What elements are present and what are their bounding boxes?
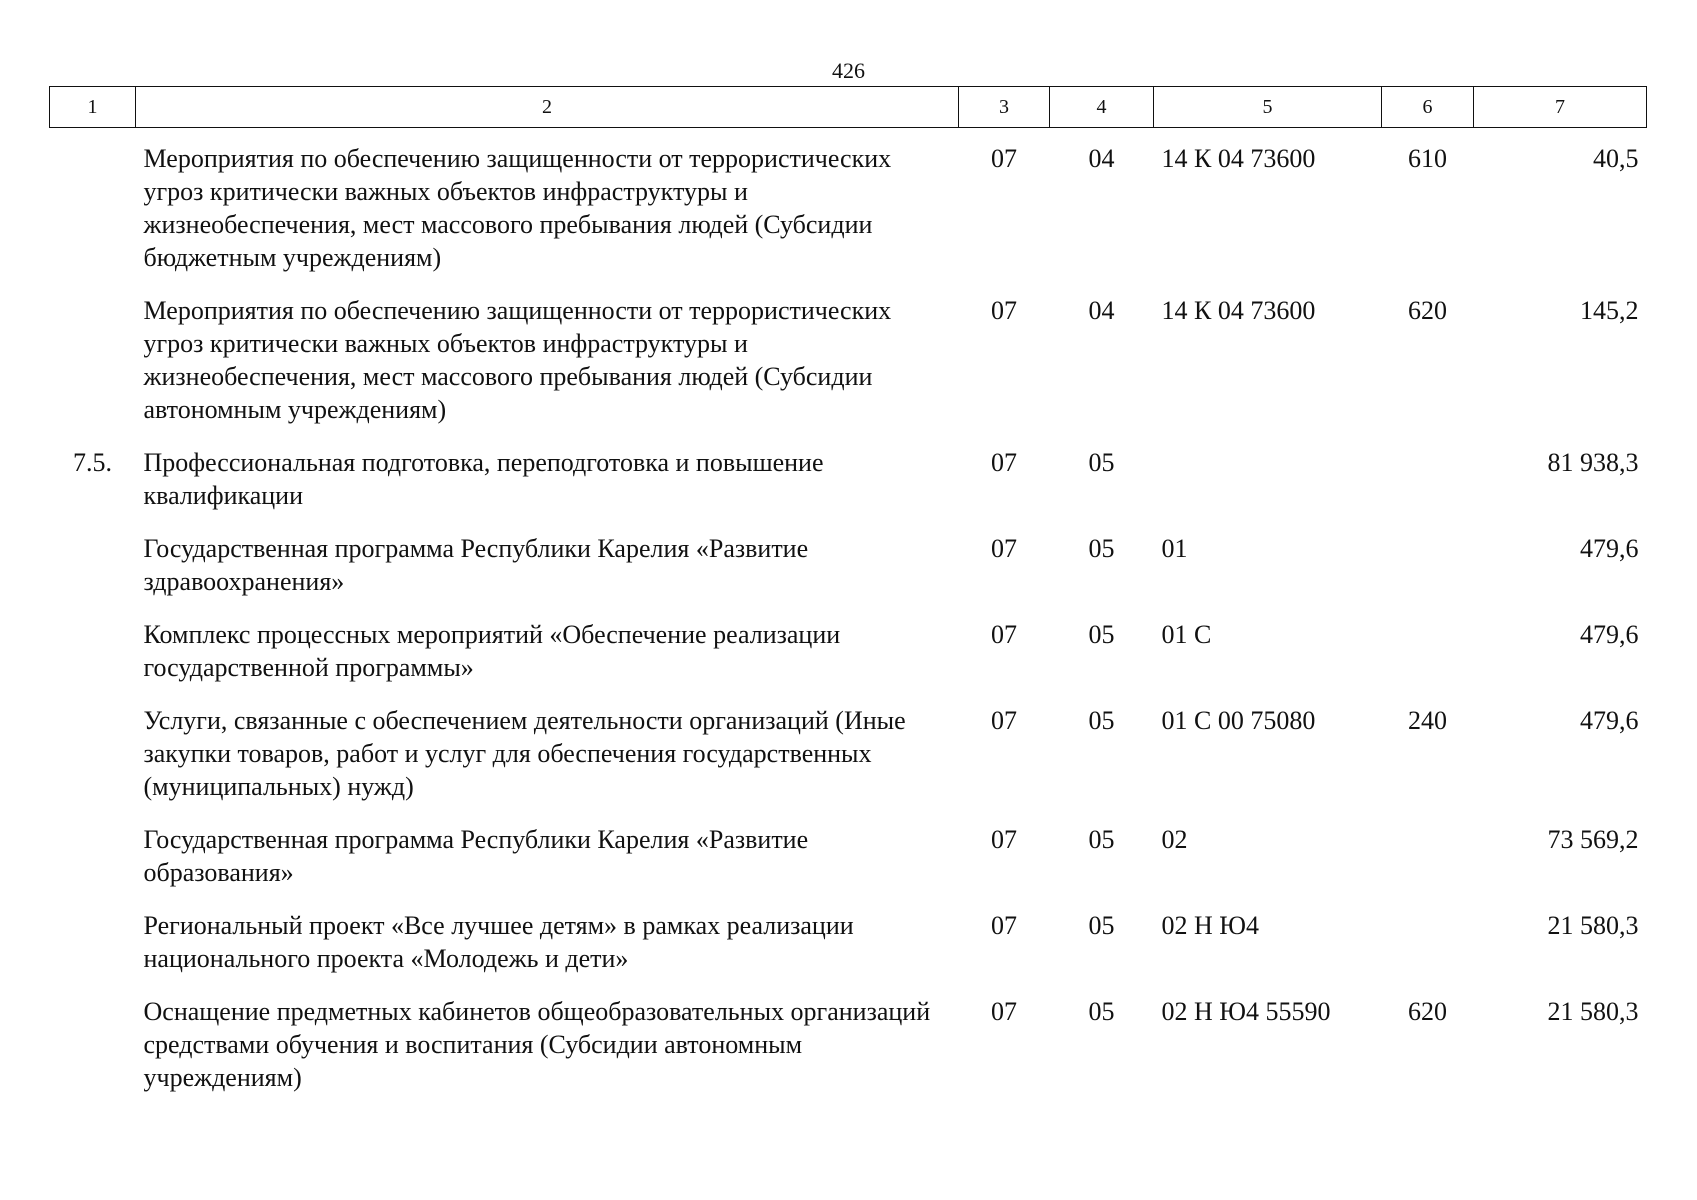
row-name: Мероприятия по обеспечению защищенности от террористических угроз критически важных объектов инфраструктуры и жизнеобеспечения, мест массового пребывания людей (Субсидии автономным учреждениям) xyxy=(143,296,892,424)
table-row xyxy=(50,280,1647,432)
row-amount: 21 580,3 xyxy=(1547,997,1639,1026)
row-expense-type: 240 xyxy=(1408,706,1447,735)
row-name: Государственная программа Республики Карелия «Развитие образования» xyxy=(143,825,809,887)
row-number xyxy=(50,690,136,809)
row-target-article: 14 К 04 73600 xyxy=(1161,296,1316,325)
table-row xyxy=(50,604,1647,690)
table-row xyxy=(50,809,1647,895)
column-header-7: 7 xyxy=(1474,87,1647,128)
row-name: Комплекс процессных мероприятий «Обеспечение реализации государственной программы» xyxy=(143,620,841,682)
row-expense-type: 620 xyxy=(1408,296,1447,325)
row-target-article: 14 К 04 73600 xyxy=(1161,144,1316,173)
row-name: Профессиональная подготовка, переподготовка и повышение квалификации xyxy=(143,448,824,510)
row-number xyxy=(50,518,136,604)
table-row xyxy=(50,128,1647,281)
row-section: 07 xyxy=(991,144,1017,173)
row-amount: 81 938,3 xyxy=(1547,448,1639,477)
row-expense-type xyxy=(1382,895,1474,981)
row-target-article: 01 xyxy=(1161,534,1188,563)
column-header-2: 2 xyxy=(136,87,959,128)
row-expense-type xyxy=(1382,809,1474,895)
table-body xyxy=(50,128,1647,1101)
column-header-1: 1 xyxy=(50,87,136,128)
row-amount: 40,5 xyxy=(1593,144,1639,173)
row-subsection: 05 xyxy=(1088,448,1115,477)
row-target-article: 01 С xyxy=(1161,620,1212,649)
table-row xyxy=(50,690,1647,809)
row-amount: 479,6 xyxy=(1580,534,1639,563)
row-expense-type xyxy=(1382,604,1474,690)
row-section: 07 xyxy=(991,911,1017,940)
row-amount: 145,2 xyxy=(1580,296,1639,325)
row-number xyxy=(50,280,136,432)
row-number: 7.5. xyxy=(73,448,112,477)
row-amount: 479,6 xyxy=(1580,620,1639,649)
row-subsection: 05 xyxy=(1088,997,1115,1026)
page-number: 426 xyxy=(832,58,865,83)
row-section: 07 xyxy=(991,706,1017,735)
row-section: 07 xyxy=(991,825,1017,854)
row-section: 07 xyxy=(991,534,1017,563)
row-target-article: 02 Н Ю4 55590 xyxy=(1161,997,1331,1026)
row-number xyxy=(50,604,136,690)
row-expense-type: 620 xyxy=(1408,997,1447,1026)
row-subsection: 05 xyxy=(1088,534,1115,563)
table-row xyxy=(50,981,1647,1100)
table-row xyxy=(50,895,1647,981)
row-subsection: 04 xyxy=(1088,144,1115,173)
row-target-article: 02 xyxy=(1161,825,1188,854)
column-header-4: 4 xyxy=(1050,87,1154,128)
row-amount: 479,6 xyxy=(1580,706,1639,735)
row-name: Оснащение предметных кабинетов общеобразовательных организаций средствами обучения и воспитания (Субсидии автономным учреждениям) xyxy=(143,997,931,1092)
row-section: 07 xyxy=(991,620,1017,649)
row-number xyxy=(50,981,136,1100)
column-header-5: 5 xyxy=(1154,87,1382,128)
row-subsection: 04 xyxy=(1088,296,1115,325)
table-row xyxy=(50,432,1647,518)
row-section: 07 xyxy=(991,296,1017,325)
row-name: Услуги, связанные с обеспечением деятельности организаций (Иные закупки товаров, работ и услуг для обеспечения государственных (муниципальных) нужд) xyxy=(143,706,906,801)
row-subsection: 05 xyxy=(1088,825,1115,854)
row-subsection: 05 xyxy=(1088,911,1115,940)
table-row xyxy=(50,518,1647,604)
row-expense-type xyxy=(1382,432,1474,518)
row-number xyxy=(50,895,136,981)
budget-table xyxy=(49,86,1647,1100)
row-name: Региональный проект «Все лучшее детям» в рамках реализации национального проекта «Молодежь и дети» xyxy=(143,911,854,973)
row-target-article xyxy=(1154,432,1382,518)
column-header-6: 6 xyxy=(1382,87,1474,128)
table-header xyxy=(50,87,1647,128)
row-amount: 73 569,2 xyxy=(1547,825,1639,854)
row-expense-type xyxy=(1382,518,1474,604)
row-target-article: 01 С 00 75080 xyxy=(1161,706,1316,735)
header-row xyxy=(50,87,1647,128)
row-name: Мероприятия по обеспечению защищенности от террористических угроз критически важных объектов инфраструктуры и жизнеобеспечения, мест массового пребывания людей (Субсидии бюджетным учреждениям) xyxy=(143,144,892,272)
row-section: 07 xyxy=(991,997,1017,1026)
row-subsection: 05 xyxy=(1088,620,1115,649)
row-expense-type: 610 xyxy=(1408,144,1447,173)
row-number xyxy=(50,809,136,895)
row-subsection: 05 xyxy=(1088,706,1115,735)
row-section: 07 xyxy=(991,448,1017,477)
row-name: Государственная программа Республики Карелия «Развитие здравоохранения» xyxy=(143,534,809,596)
row-target-article: 02 Н Ю4 xyxy=(1161,911,1259,940)
column-header-3: 3 xyxy=(959,87,1050,128)
row-number xyxy=(50,128,136,281)
row-amount: 21 580,3 xyxy=(1547,911,1639,940)
